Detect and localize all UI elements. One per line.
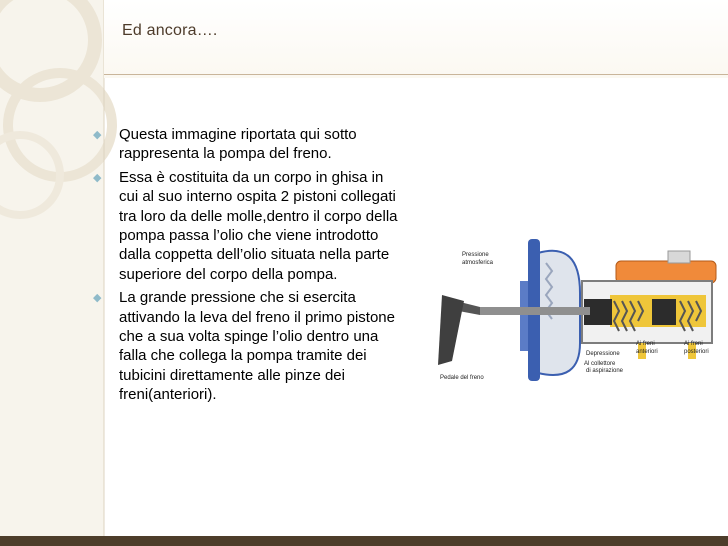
booster-plate: [520, 281, 528, 351]
label-pressure: Pressione: [462, 252, 489, 258]
reservoir-cap: [668, 251, 690, 263]
label-front-brakes-bottom: anteriori: [636, 349, 658, 355]
push-rod: [480, 307, 590, 315]
bullet-list: [93, 125, 405, 409]
oil-reservoir: [616, 261, 716, 283]
label-front-brakes-top: Ai freni: [636, 341, 655, 347]
bullet-text: Essa è costituita da un corpo in ghisa in cui al suo interno ospita 2 pistoni collegati tra loro da delle molle,dentro il corpo della pompa passa l’olio che viene introdotto dalla coppetta dell’olio situata nella parte superiore del corpo della pompa.: [119, 168, 398, 283]
diamond-bullet-icon: ◆: [93, 129, 102, 141]
bullet-text: La grande pressione che si esercita attivando la leva del freno il primo pistone che a sua volta spinge l’olio dentro una falla che collega la pompa tramite dei tubicini direttamente alle pinze dei freni(anteriori).: [119, 289, 395, 404]
bullet-text: Questa immagine riportata qui sotto rappresenta la pompa del freno.: [119, 126, 357, 163]
brake-pump-diagram: [420, 233, 725, 388]
label-atmospheric: atmosferica: [462, 260, 494, 266]
label-intake: di aspirazione: [586, 368, 624, 374]
slide-title: Ed ancora….: [122, 22, 218, 39]
bottom-bar: [0, 536, 728, 546]
bullet-item: [93, 168, 405, 284]
label-manifold: Al collettore: [584, 361, 616, 367]
label-vacuum: Depressione: [586, 351, 620, 357]
label-rear-brakes-bottom: posteriori: [684, 349, 709, 355]
bullet-item: [93, 125, 405, 164]
diamond-bullet-icon: ◆: [93, 171, 102, 184]
bullet-item: [93, 288, 405, 404]
title-divider: [104, 74, 728, 75]
label-pedal: Pedale del freno: [440, 375, 484, 381]
diamond-bullet-icon: ◆: [93, 292, 102, 305]
label-rear-brakes-top: Ai freni: [684, 341, 703, 347]
secondary-piston: [652, 299, 676, 325]
